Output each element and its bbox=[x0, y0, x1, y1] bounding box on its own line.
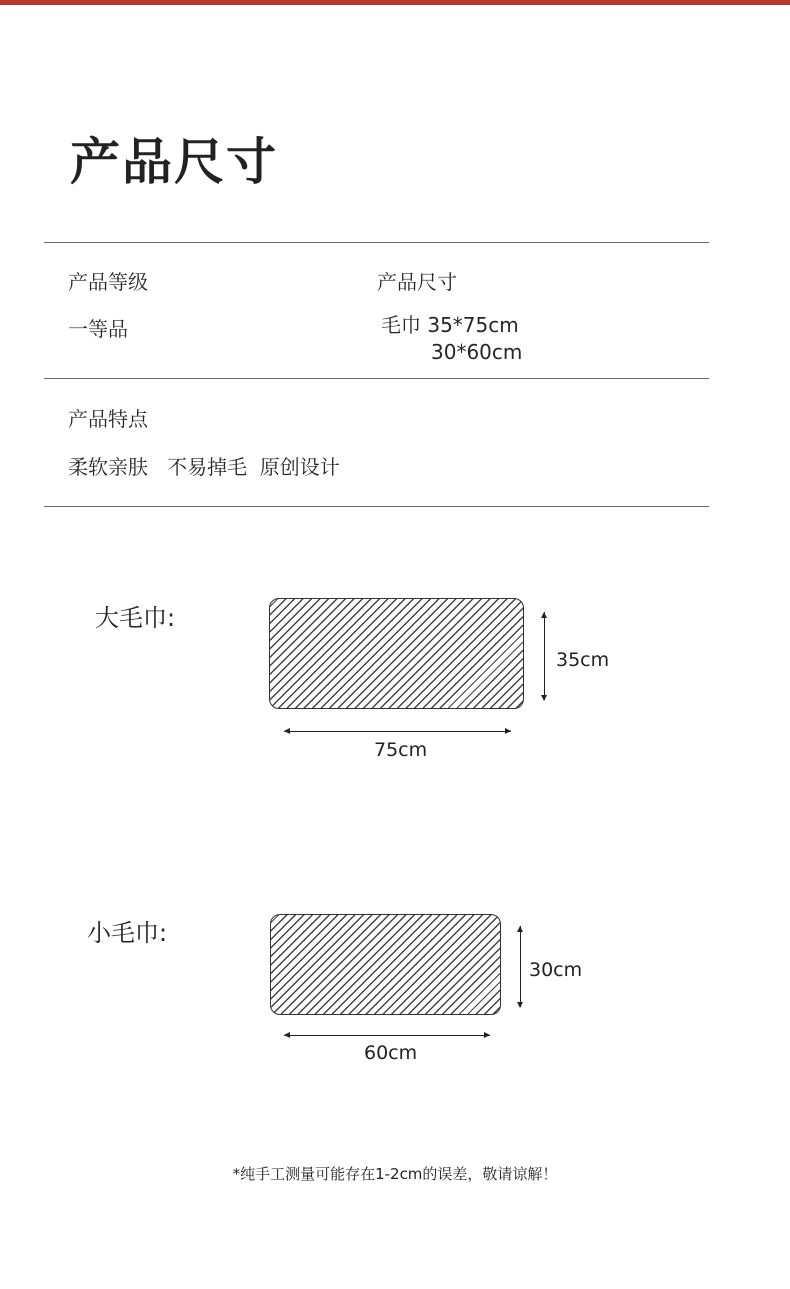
small-towel-height-line bbox=[520, 926, 521, 1007]
large-towel-height-line bbox=[544, 612, 545, 700]
large-towel-shape bbox=[269, 598, 524, 709]
arrow-right-icon bbox=[484, 1032, 490, 1038]
footnote: *纯手工测量可能存在1-2cm的误差，敬请谅解！ bbox=[232, 1165, 558, 1183]
large-towel-width-line bbox=[284, 731, 511, 732]
small-towel-shape bbox=[270, 914, 501, 1015]
size-value-line1: 毛巾 35*75cm bbox=[381, 313, 519, 337]
arrow-down-icon bbox=[517, 1002, 523, 1008]
arrow-up-icon bbox=[541, 612, 547, 618]
small-towel-height: 30cm bbox=[529, 959, 583, 981]
page-title: 产品尺寸 bbox=[70, 133, 278, 191]
small-towel-width-line bbox=[284, 1035, 490, 1036]
grade-value: 一等品 bbox=[68, 317, 128, 341]
features-label: 产品特点 bbox=[68, 407, 148, 431]
large-towel-height: 35cm bbox=[556, 649, 610, 671]
large-towel-width: 75cm bbox=[374, 739, 428, 761]
large-towel-label: 大毛巾: bbox=[95, 604, 176, 632]
size-value-line2: 30*60cm bbox=[431, 340, 523, 364]
divider bbox=[44, 378, 709, 379]
arrow-right-icon bbox=[505, 728, 511, 734]
arrow-up-icon bbox=[517, 926, 523, 932]
small-towel-width: 60cm bbox=[364, 1042, 418, 1064]
size-label: 产品尺寸 bbox=[377, 270, 457, 294]
small-towel-label: 小毛巾: bbox=[87, 919, 168, 947]
arrow-down-icon bbox=[541, 695, 547, 701]
top-accent-bar bbox=[0, 0, 790, 5]
divider bbox=[44, 242, 709, 243]
grade-label: 产品等级 bbox=[68, 270, 148, 294]
arrow-left-icon bbox=[284, 1032, 290, 1038]
features-value: 柔软亲肤 不易掉毛 原创设计 bbox=[68, 455, 340, 479]
arrow-left-icon bbox=[284, 728, 290, 734]
divider bbox=[44, 506, 709, 507]
